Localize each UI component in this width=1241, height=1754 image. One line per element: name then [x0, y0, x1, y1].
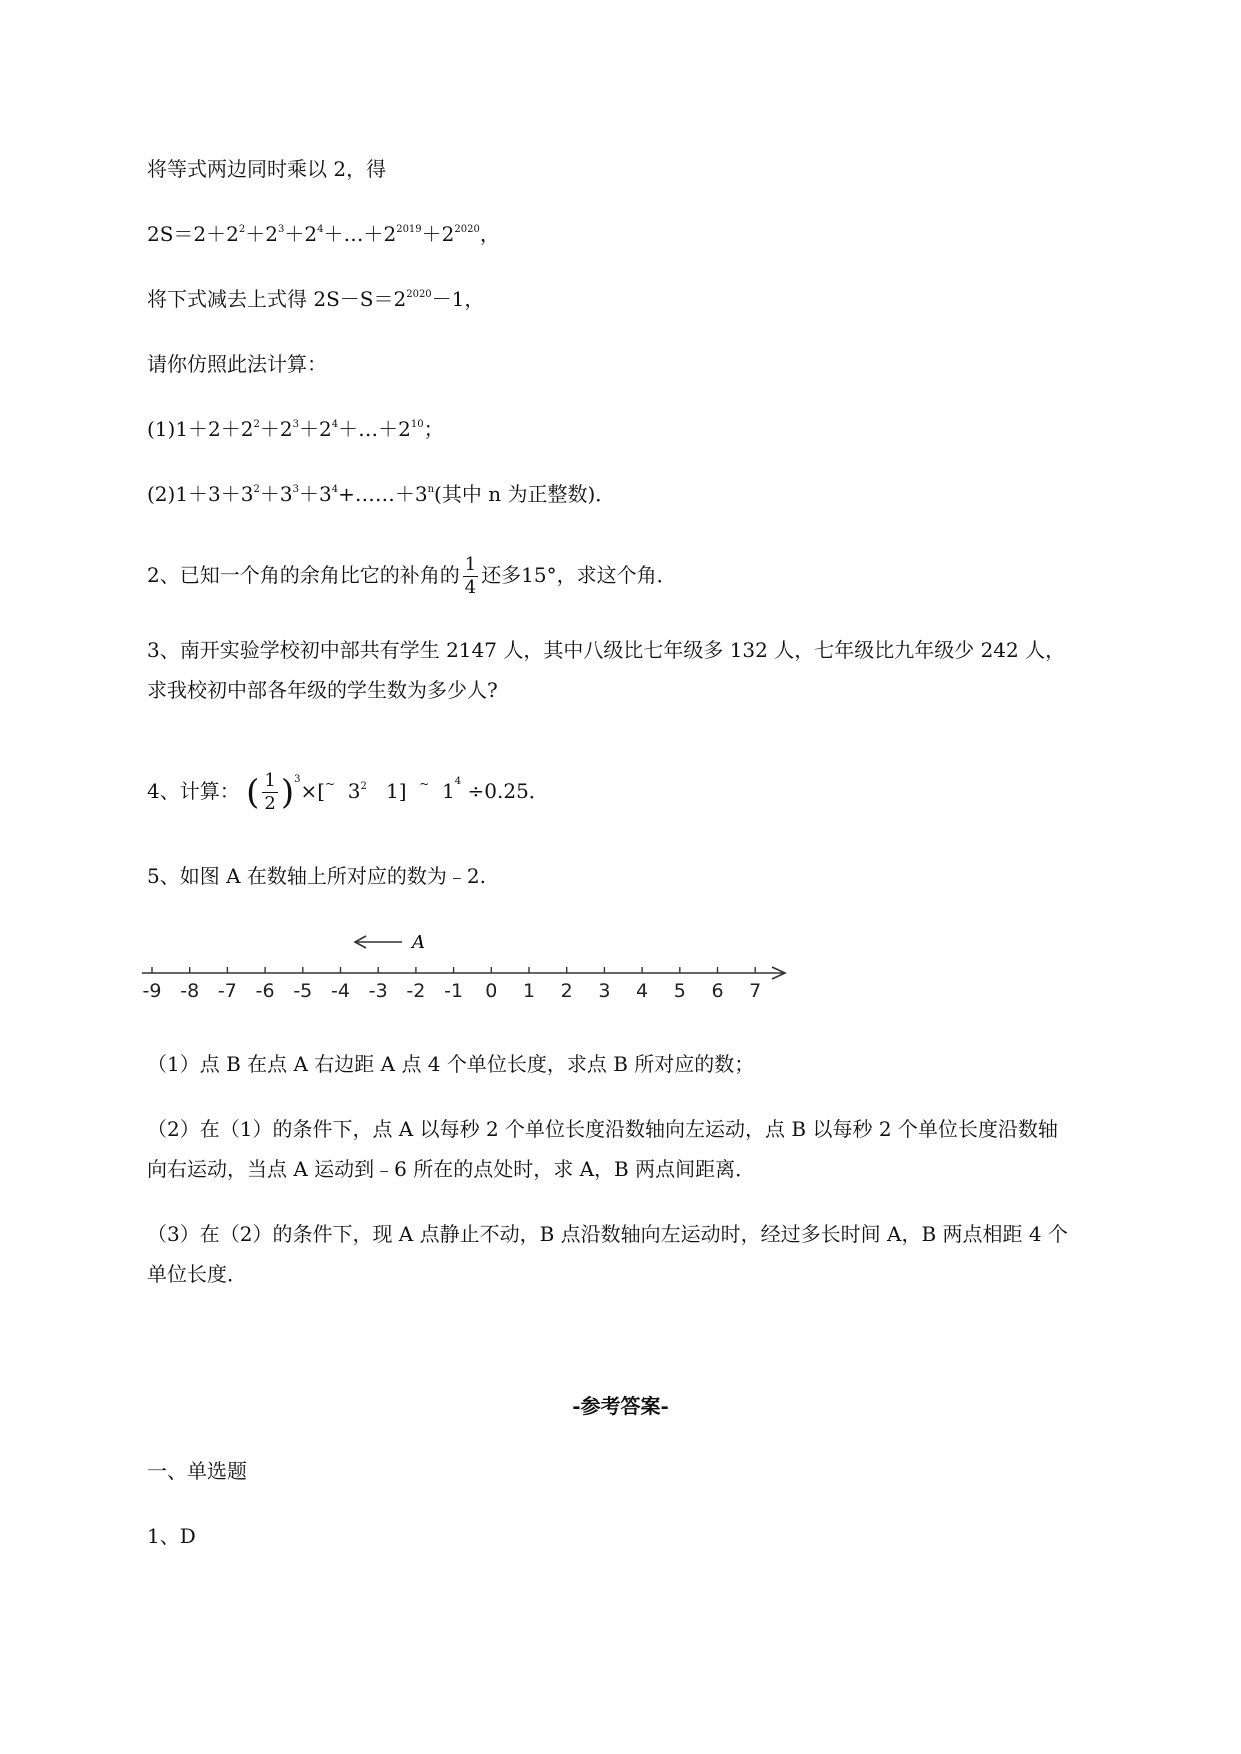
answer-1: 1、D — [147, 1524, 196, 1548]
sub-question-1: $(1)1+2+2^2+2^3+2^4+\dots+2^{10}$； — [147, 417, 444, 441]
tick-label: 3 — [598, 980, 611, 998]
tick-label: -8 — [180, 980, 200, 998]
tick-label: -7 — [217, 980, 237, 998]
point-a-label: A — [412, 932, 425, 953]
question-3-line1: 3、南开实验学校初中部共有学生 2147 人，其中八级比七年级多 132 人，七年级比九年级少 242 人， — [147, 638, 1066, 662]
tick-label: -6 — [255, 980, 275, 998]
fraction: $\frac{1}{2}$ — [264, 770, 276, 814]
equation-2s: $2S=2+2^2+2^3+2^4+\dots+2^{2019}+2^{2020}$， — [147, 222, 500, 246]
tick-label: -4 — [331, 980, 350, 998]
number-line — [140, 918, 800, 998]
tick-label: 6 — [711, 980, 724, 998]
question-5-part-2-line2: 向右运动，当点 A 运动到﹣6 所在的点处时，求 A，B 两点间距离． — [147, 1157, 756, 1181]
tick-label: 4 — [636, 980, 649, 998]
question-3-line2: 求我校初中部各年级的学生数为多少人? — [147, 678, 498, 702]
tick-label: 1 — [522, 980, 536, 998]
answers-title: -参考答案- — [572, 1394, 669, 1418]
equation-subtract: 将下式减去上式得 $2S-S=2^{2020}-1$， — [147, 287, 485, 311]
tick-label: -1 — [444, 980, 464, 998]
answers-section: 一、单选题 — [147, 1459, 247, 1483]
sub-question-2: $(2)1+3+3^2+3^3+3^4+\dots\dots+3^n$(其中 n 为正整数)． — [147, 482, 616, 506]
question-5-part-1: （1）点 B 在点 A 右边距 A 点 4 个单位长度，求点 B 所对应的数； — [147, 1052, 755, 1076]
tick-label: 0 — [485, 980, 498, 998]
question-5-part-3-line1: （3）在（2）的条件下，现 A 点静止不动，B 点沿数轴向左运动时，经过多长时间 A，B 两点相距 4 个 — [147, 1222, 1068, 1246]
question-4: 4、计算： ( $\frac{1}{2}$ )$^3$×[~ $3^2$ 1] ~ $1^4 \div 0.25$． — [147, 770, 549, 814]
question-5-part-3-line2: 单位长度． — [147, 1262, 247, 1286]
tick-label: -2 — [406, 980, 426, 998]
question-5-part-2-line1: （2）在（1）的条件下，点 A 以每秒 2 个单位长度沿数轴向左运动，点 B 以每秒 2 个单位长度沿数轴 — [147, 1117, 1058, 1141]
tick-label: -3 — [368, 980, 388, 998]
text-line: 将等式两边同时乘以 2，得 — [147, 157, 387, 181]
tick-label: 7 — [749, 980, 762, 998]
tick-label: 2 — [560, 980, 573, 998]
tick-label: 5 — [673, 980, 686, 998]
tick-label: -5 — [293, 980, 313, 998]
question-2: 2、已知一个角的余角比它的补角的 $\frac{1}{4}$ 还多15°，求这个角． — [147, 554, 677, 598]
tick-label: -9 — [142, 980, 162, 998]
text-line: 请你仿照此法计算： — [147, 352, 327, 376]
question-5-intro: 5、如图 A 在数轴上所对应的数为﹣2. — [147, 864, 486, 888]
fraction: $\frac{1}{4}$ — [464, 554, 477, 598]
